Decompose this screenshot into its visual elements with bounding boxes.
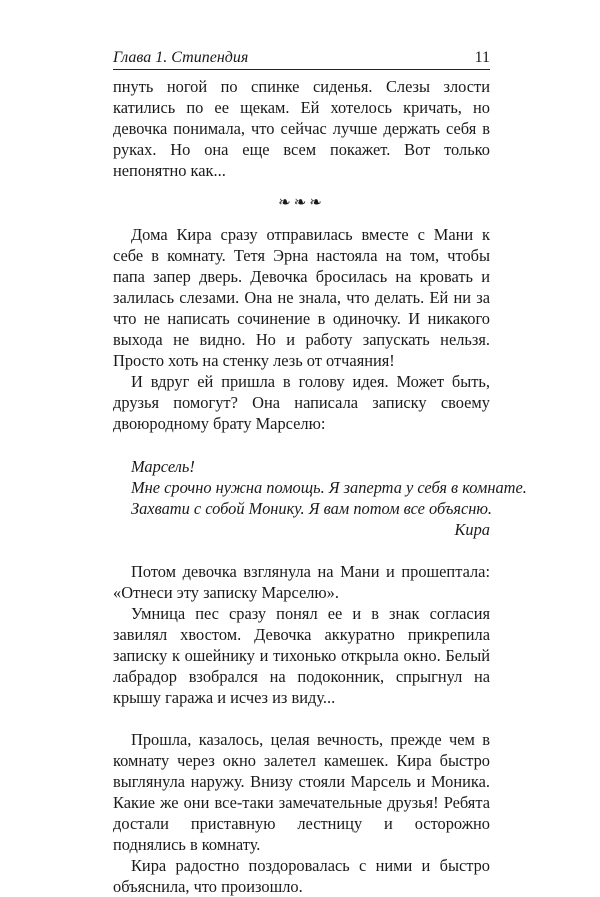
- letter-signature: Кира: [454, 520, 490, 539]
- paragraph: Прошла, казалось, целая вечность, прежде чем в комнату через окно залетел камешек. Кира быстро выглянула наружу. Внизу стояли Марсель и Моника. Какие же они все-таки замечательные друзья! Ребята достали приставную лестницу и осторожно поднялись в комнату.: [113, 730, 490, 854]
- paragraph: Потом девочка взглянула на Мани и прошептала: «Отнеси эту записку Марселю».: [113, 562, 490, 602]
- chapter-title: Глава 1. Стипендия: [113, 49, 249, 66]
- paragraph: И вдруг ей пришла в голову идея. Может быть, друзья помогут? Она написала записку своему двоюродному брату Марселю:: [113, 372, 490, 433]
- paragraph: Умница пес сразу понял ее и в знак согласия завилял хвостом. Девочка аккуратно прикрепила записку к ошейнику и тихонько открыла окно. Белый лабрадор взобрался на подоконник, спрыгнул на крышу гаража и исчез из виду...: [113, 604, 490, 707]
- body-text: [113, 76, 527, 897]
- note-letter: [113, 456, 527, 540]
- paragraph: Дома Кира сразу отправилась вместе с Мани к себе в комнату. Тетя Эрна настояла на том, чтобы папа запер дверь. Девочка бросилась на кровать и залилась слезами. Она не знала, что делать. Ей ни за что не написать сочинение в одиночку. И никакого выхода не видно. Но и работу запускать нельзя. Просто хоть на стенку лезь от отчаяния!: [113, 225, 490, 370]
- page-number: 11: [474, 49, 490, 66]
- section-ornament-icon: ❧❧❧: [278, 195, 325, 211]
- letter-greeting: Марсель!: [131, 457, 195, 476]
- letter-line: Захвати с собой Монику. Я вам потом все объясню.: [131, 499, 493, 518]
- letter-line: Мне срочно нужна помощь. Я заперта у себя в комнате.: [131, 478, 527, 497]
- paragraph: Кира радостно поздоровалась с ними и быстро объяснила, что произошло.: [113, 856, 490, 896]
- header-rule: [113, 69, 490, 70]
- paragraph-continued: пнуть ногой по спинке сиденья. Слезы злости катились по ее щекам. Ей хотелось кричать, но девочка понимала, что сейчас лучше держать себя в руках. Но она еще всем покажет. Вот только непонятно как...: [113, 77, 490, 180]
- paragraph-gap: [113, 708, 490, 729]
- running-header: [113, 46, 490, 70]
